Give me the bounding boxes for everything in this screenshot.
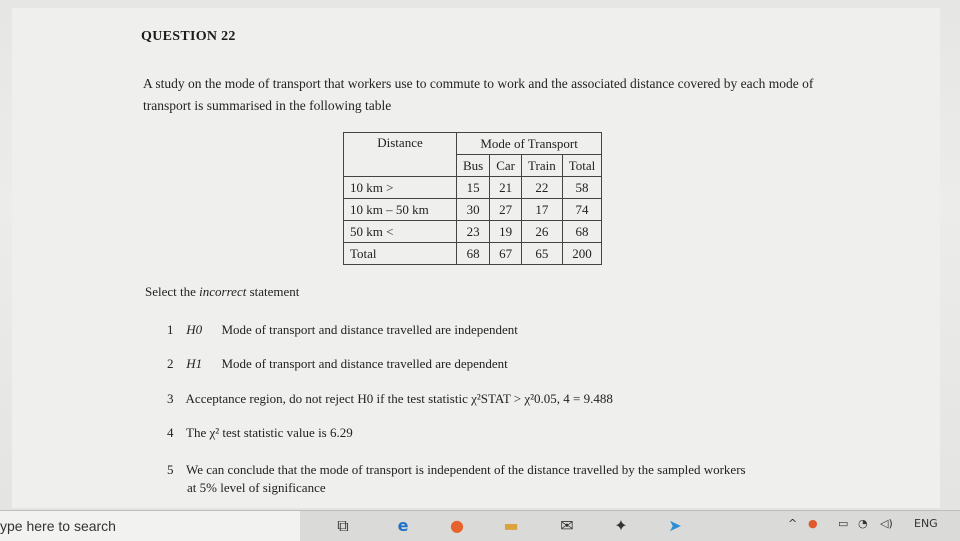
cell: 58 (562, 177, 602, 199)
row-label: 50 km < (344, 221, 457, 243)
option-text: Mode of transport and distance travelled are independent (221, 322, 518, 337)
question-intro: A study on the mode of transport that workers use to commute to work and the associated distance covered by each mode of transport is summarised in the following table (143, 76, 814, 113)
mode-header: Mode of Transport (457, 133, 602, 155)
col-header: Bus (457, 155, 490, 177)
option-symbol: H0 (186, 322, 203, 337)
option-3[interactable] (167, 391, 613, 407)
option-number: 5 (167, 462, 174, 477)
cell: 26 (522, 221, 563, 243)
option-number: 3 (167, 391, 174, 406)
option-1[interactable] (167, 322, 518, 338)
volume-icon[interactable]: ◁) (880, 517, 893, 530)
option-text: We can conclude that the mode of transport is independent of the distance travelled by the sampled workers (186, 462, 746, 477)
cell: 68 (562, 221, 602, 243)
tray-app-icon[interactable]: ● (808, 517, 818, 530)
taskbar-search-input[interactable]: ype here to search (0, 511, 300, 541)
row-label: 10 km > (344, 177, 457, 199)
cell: 23 (457, 221, 490, 243)
option-5[interactable] (167, 462, 746, 478)
prompt-suffix: statement (246, 284, 300, 299)
col-header: Car (490, 155, 522, 177)
cell: 74 (562, 199, 602, 221)
show-hidden-icons-icon[interactable]: ^ (788, 517, 798, 530)
cell: 19 (490, 221, 522, 243)
option-2[interactable] (167, 356, 508, 372)
cell: 65 (522, 243, 563, 265)
option-5-continued: at 5% level of significance (187, 480, 326, 495)
option-text: Mode of transport and distance travelled are dependent (221, 356, 508, 371)
option-text: Acceptance region, do not reject H0 if the test statistic χ²STAT > χ²0.05, 4 = 9.488 (185, 391, 613, 406)
prompt-prefix: Select the (145, 284, 200, 299)
table-row (344, 199, 602, 221)
cell: 15 (457, 177, 490, 199)
cell: 30 (457, 199, 490, 221)
row-label: Total (344, 243, 457, 265)
option-number: 2 (167, 356, 174, 371)
option-number: 1 (167, 322, 174, 337)
option-4[interactable] (167, 425, 353, 441)
battery-icon[interactable]: ▭ (838, 517, 849, 530)
cell: 22 (522, 177, 563, 199)
cell: 68 (457, 243, 490, 265)
cell: 27 (490, 199, 522, 221)
row-label: 10 km – 50 km (344, 199, 457, 221)
cell: 200 (562, 243, 602, 265)
option-number: 4 (167, 425, 174, 440)
question-title: QUESTION 22 (141, 29, 236, 44)
table-row (344, 221, 602, 243)
select-prompt (145, 284, 299, 300)
dropbox-icon[interactable]: ✦ (614, 516, 628, 535)
prompt-emphasis: incorrect (199, 284, 247, 299)
table-row (344, 177, 602, 199)
language-indicator[interactable]: ENG (914, 517, 938, 530)
file-explorer-icon[interactable]: ▬ (503, 516, 519, 535)
cell: 17 (522, 199, 563, 221)
cell: 21 (490, 177, 522, 199)
cell: 67 (490, 243, 522, 265)
col-header: Train (522, 155, 563, 177)
option-symbol: H1 (186, 356, 203, 371)
table-row (344, 243, 602, 265)
option-text: The χ² test statistic value is 6.29 (186, 425, 353, 440)
col-header: Total (562, 155, 602, 177)
transport-table (343, 132, 602, 265)
distance-header: Distance (344, 133, 457, 177)
mail-icon[interactable]: ✉ (560, 516, 574, 535)
edge-browser-icon[interactable]: e (397, 516, 409, 535)
task-view-icon[interactable]: ⧉ (337, 516, 349, 535)
telegram-icon[interactable]: ➤ (668, 516, 682, 535)
taskbar (0, 510, 960, 541)
wifi-icon[interactable]: ◔ (858, 517, 868, 530)
firefox-icon[interactable]: ● (450, 516, 464, 535)
